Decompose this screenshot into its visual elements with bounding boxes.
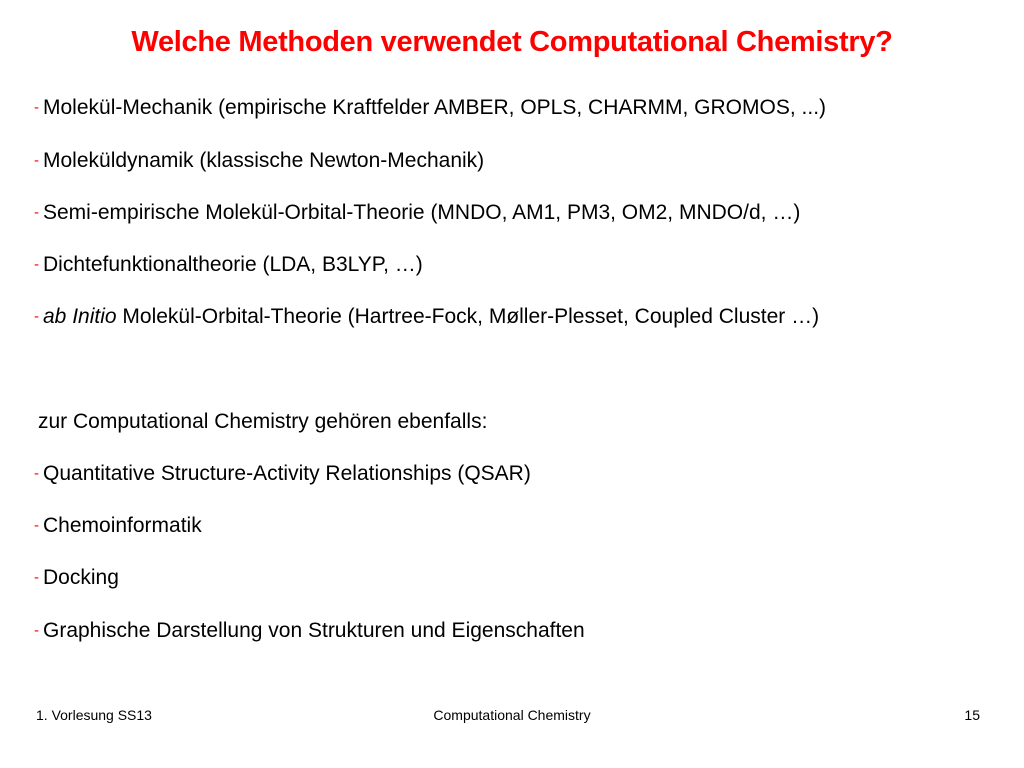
- footer-course: Computational Chemistry: [433, 707, 591, 723]
- bullet-dash: -: [34, 308, 39, 325]
- method-item-molecular-dynamics: [34, 148, 484, 174]
- also-item-text: Chemoinformatik: [43, 514, 202, 537]
- also-heading: zur Computational Chemistry gehören ebenfalls:: [38, 410, 488, 433]
- method-item-molecular-mechanics: [34, 95, 826, 121]
- method-item-semi-empirical: [34, 200, 800, 226]
- bullet-dash: -: [34, 204, 39, 221]
- method-item-ab-initio: [34, 304, 819, 330]
- also-item-docking: [34, 565, 119, 591]
- method-item-dft: [34, 252, 423, 278]
- bullet-dash: -: [34, 622, 39, 639]
- bullet-dash: -: [34, 517, 39, 534]
- footer-page-number: 15: [964, 707, 980, 723]
- footer-lecture: 1. Vorlesung SS13: [36, 707, 152, 723]
- bullet-dash: -: [34, 99, 39, 116]
- bullet-dash: -: [34, 569, 39, 586]
- bullet-dash: -: [34, 256, 39, 273]
- method-item-text: Moleküldynamik (klassische Newton-Mechanik): [43, 149, 485, 172]
- method-item-text: Molekül-Mechanik (empirische Kraftfelder AMBER, OPLS, CHARMM, GROMOS, ...): [43, 96, 827, 119]
- method-item-text: Molekül-Orbital-Theorie (Hartree-Fock, Møller-Plesset, Coupled Cluster …): [116, 305, 820, 328]
- method-item-italic-text: ab Initio: [43, 305, 117, 328]
- also-item-chemoinformatics: [34, 513, 202, 539]
- also-item-text: Quantitative Structure-Activity Relationships (QSAR): [43, 462, 531, 485]
- also-item-text: Graphische Darstellung von Strukturen und Eigenschaften: [43, 619, 585, 642]
- method-item-text: Dichtefunktionaltheorie (LDA, B3LYP, …): [43, 253, 423, 276]
- also-item-qsar: [34, 461, 531, 487]
- also-item-text: Docking: [43, 566, 119, 589]
- method-item-text: Semi-empirische Molekül-Orbital-Theorie (MNDO, AM1, PM3, OM2, MNDO/d, …): [43, 201, 801, 224]
- bullet-dash: -: [34, 152, 39, 169]
- slide-title: Welche Methoden verwendet Computational Chemistry?: [131, 26, 893, 58]
- bullet-dash: -: [34, 465, 39, 482]
- also-item-graphics: [34, 618, 585, 644]
